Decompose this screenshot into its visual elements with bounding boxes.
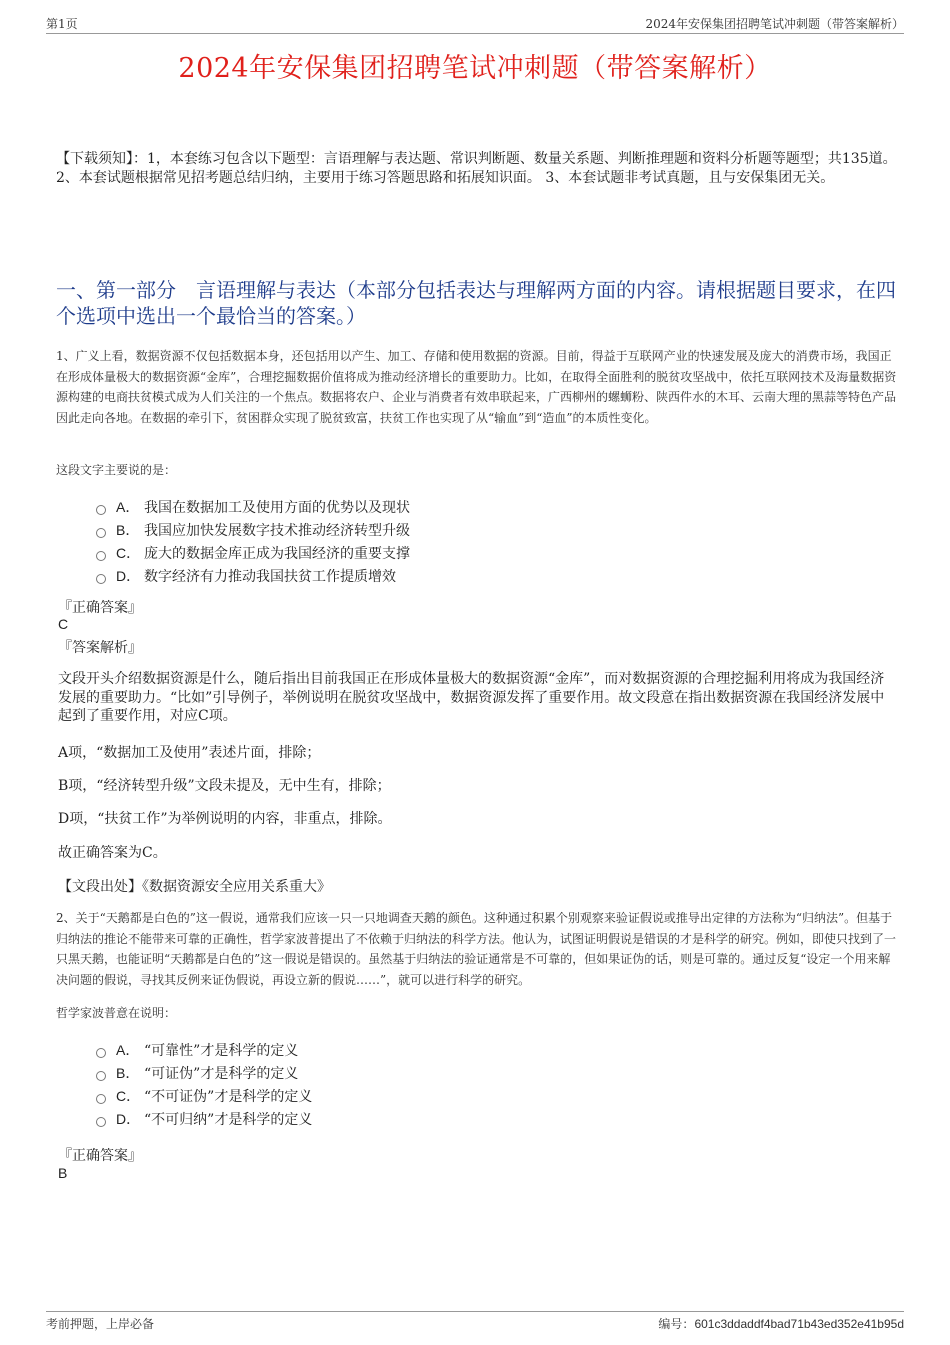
question-1-stem: 这段文字主要说的是： (56, 463, 177, 477)
option-letter: B． (116, 521, 140, 538)
option-a[interactable] (96, 495, 410, 518)
option-letter: B． (116, 1064, 140, 1081)
radio-icon[interactable] (96, 505, 106, 515)
page-header (46, 14, 904, 34)
option-text: 数字经济有力推动我国扶贫工作提质增效 (144, 568, 396, 585)
radio-icon[interactable] (96, 1048, 106, 1058)
analysis-line-b: B项，“经济转型升级”文段未提及，无中生有，排除； (58, 778, 391, 794)
option-letter: D． (116, 1110, 141, 1127)
question-2-text: 2、关于“天鹅都是白色的”这一假说，通常我们应该一只一只地调查天鹅的颜色。这种通过积累个别观察来验证假说或推导出定律的方法称为“归纳法”。但基于归纳法的推论不能带来可靠的正确性，哲学家波普提出了不依赖于归纳法的科学方法。他认为，试图证明假说是错误的才是科学的研究。例如，即使只找到了一只黑天鹅，也能证明“天鹅都是白色的”这一假说是错误的。虽然基于归纳法的验证通常是不可靠的，但如果证伪的话，则是可靠的。通过反复“设定一个用来解决问题的假说，寻找其反例来证伪假说，再设立新的假说……”，就可以进行科学的研究。 (56, 911, 897, 987)
footer-code-value: 601c3ddaddf4bad71b43ed352e41b95d (694, 1317, 904, 1331)
option-text: “不可归纳”才是科学的定义 (144, 1111, 313, 1128)
radio-icon[interactable] (96, 1117, 106, 1127)
radio-icon[interactable] (96, 551, 106, 561)
option-letter: C． (116, 544, 141, 561)
analysis-text: 文段开头介绍数据资源是什么，随后指出目前我国正在形成体量极大的数据资源“金库”，而对数据资源的合理挖掘利用将成为我国经济发展的重要助力。“比如”引导例子，举例说明在脱贫攻坚战中，数据资源发挥了重要作用。故文段意在指出数据资源在我国经济发展中起到了重要作用，对应C项。 (58, 671, 885, 724)
option-text: “可靠性”才是科学的定义 (144, 1042, 299, 1059)
option-d[interactable] (96, 1107, 312, 1130)
option-a[interactable] (96, 1038, 312, 1061)
radio-icon[interactable] (96, 574, 106, 584)
answer-label: 『正确答案』 (58, 1148, 142, 1164)
footer-code (658, 1315, 904, 1332)
download-notice: 【下载须知】：1，本套练习包含以下题型：言语理解与表达题、常识判断题、数量关系题、判断推理题和资料分析题等题型；共135道。 2、本套试题根据常见招考题总结归纳，主要用于练习答题思路和拓展知识面。 3、本套试题非考试真题，且与安保集团无关。 (56, 151, 897, 186)
answer-value: C (58, 616, 69, 632)
question-2-options (96, 1038, 312, 1130)
option-d[interactable] (96, 564, 410, 587)
option-b[interactable] (96, 1061, 312, 1084)
option-letter: A． (116, 1041, 140, 1058)
analysis-label: 『答案解析』 (58, 640, 142, 656)
option-c[interactable] (96, 1084, 312, 1107)
footer-slogan: 考前押题，上岸必备 (46, 1317, 155, 1331)
option-letter: D． (116, 567, 141, 584)
footer-code-label: 编号： (658, 1317, 695, 1331)
option-letter: A． (116, 498, 140, 515)
question-1-options (96, 495, 410, 587)
page-title: 2024年安保集团招聘笔试冲刺题（带答案解析） (178, 53, 772, 84)
answer-value: B (58, 1165, 68, 1181)
source-citation: 【文段出处】《数据资源安全应用关系重大》 (58, 879, 331, 895)
option-text: 庞大的数据金库正成为我国经济的重要支撑 (144, 545, 410, 562)
option-text: “可证伪”才是科学的定义 (144, 1065, 299, 1082)
question-2-stem: 哲学家波普意在说明： (56, 1006, 177, 1020)
option-text: 我国应加快发展数字技术推动经济转型升级 (144, 522, 410, 539)
radio-icon[interactable] (96, 528, 106, 538)
analysis-line-d: D项，“扶贫工作”为举例说明的内容，非重点，排除。 (58, 811, 392, 827)
analysis-line-a: A项，“数据加工及使用”表述片面，排除； (58, 745, 321, 761)
radio-icon[interactable] (96, 1094, 106, 1104)
radio-icon[interactable] (96, 1071, 106, 1081)
option-c[interactable] (96, 541, 410, 564)
question-1-text: 1、广义上看，数据资源不仅包括数据本身，还包括用以产生、加工、存储和使用数据的资源。目前，得益于互联网产业的快速发展及庞大的消费市场，我国正在形成体量极大的数据资源“金库”，合理挖掘数据价值将成为推动经济增长的重要助力。比如，在取得全面胜利的脱贫攻坚战中，依托互联网技术及海量数据资源构建的电商扶贫模式成为人们关注的一个焦点。数据将农户、企业与消费者有效串联起来，广西柳州的螺蛳粉、陕西件水的木耳、云南大理的黑蒜等特色产品因此走向各地。在数据的牵引下，贫困群众实现了脱贫致富，扶贫工作也实现了从“输血”到“造血”的本质性变化。 (56, 349, 897, 425)
option-text: “不可证伪”才是科学的定义 (144, 1088, 313, 1105)
page-number: 第1页 (46, 17, 78, 31)
option-text: 我国在数据加工及使用方面的优势以及现状 (144, 499, 410, 516)
page-footer (46, 1311, 904, 1333)
header-doc-title: 2024年安保集团招聘笔试冲刺题（带答案解析） (645, 17, 904, 31)
answer-label: 『正确答案』 (58, 600, 142, 616)
option-letter: C． (116, 1087, 141, 1104)
analysis-conclusion: 故正确答案为C。 (58, 845, 167, 861)
option-b[interactable] (96, 518, 410, 541)
section-title: 一、第一部分 言语理解与表达（本部分包括表达与理解两方面的内容。请根据题目要求，在四个选项中选出一个最恰当的答案。） (56, 278, 896, 328)
